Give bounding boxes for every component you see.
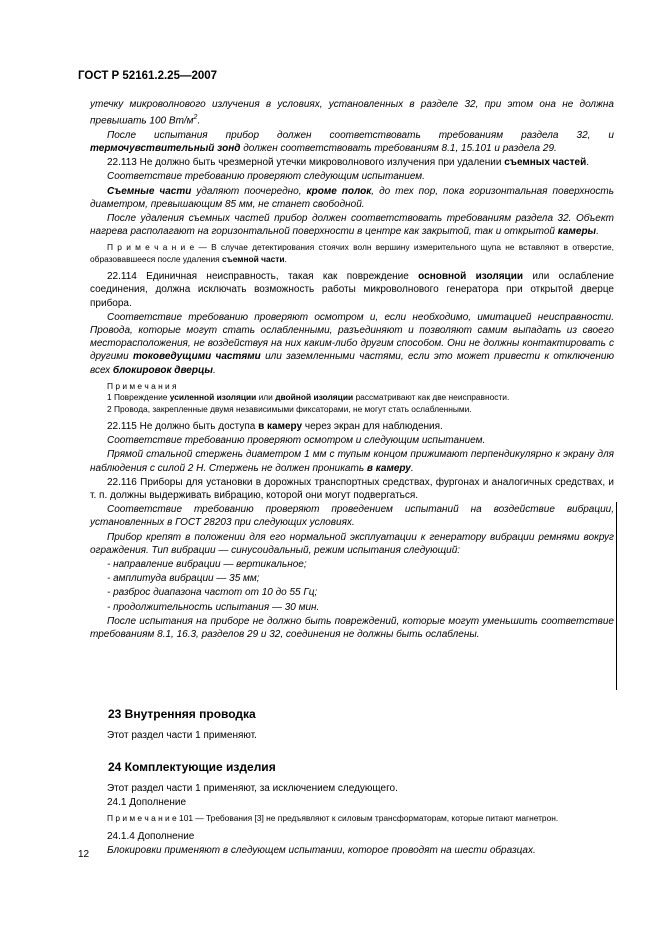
paragraph: Прямой стальной стержень диаметром 1 мм с тупым концом прижимают перпендикулярно к экрану для наблюдения с силой 2 Н. Стержень не должен проникать в камеру.: [90, 449, 614, 474]
note: П р и м е ч а н и е 101 — Требования [3] не предъявляют к силовым трансформаторам, которые питают магнетрон.: [107, 813, 559, 824]
clause-22-113: 22.113 Не должно быть чрезмерной утечки микроволнового излучения при удалении съемных частей.: [107, 157, 590, 169]
page-number: 12: [78, 849, 90, 860]
paragraph: 24.1 Дополнение: [107, 797, 187, 809]
list-item: - амплитуда вибрации — 35 мм;: [107, 573, 260, 585]
paragraph: После испытания прибор должен соответствовать требованиям раздела 32, и термочувствительный зонд должен соответствовать требованиям 8.1, 15.101 и раздела 29.: [90, 129, 614, 154]
paragraph: Этот раздел части 1 применяют.: [107, 730, 257, 741]
paragraph: Этот раздел части 1 применяют, за исключением следующего.: [107, 783, 398, 794]
change-bar: [616, 502, 617, 690]
paragraph: После удаления съемных частей прибор должен соответствовать требованиям раздела 32. Объект нагрева располагают на горизонтальной поверхности в центре как закрытой, так и открытой камеры.: [90, 212, 614, 238]
section-24-body: [90, 782, 614, 858]
paragraph: Соответствие требованию проверяют следующим испытанием.: [107, 171, 425, 183]
list-item: - направление вибрации — вертикальное;: [107, 559, 307, 571]
paragraph: Съемные части удаляют поочередно, кроме полок, до тех пор, пока горизонтальная поверхность диаметром, превышающим 85 мм, не станет свободной.: [90, 185, 615, 210]
note: П р и м е ч а н и е — В случае детектирования стоячих волн вершину измерительного щупа не вставляют в отверстие, образовавшееся после удаления съемной части.: [90, 242, 614, 264]
paragraph: Блокировки применяют в следующем испытании, которое проводят на шести образцах.: [107, 845, 536, 857]
paragraph: Прибор крепят в положении для его нормальной эксплуатации к генератору вибрации ремнями вокруг ограждения. Тип вибрации — синусоидальный, режим испытания следующий:: [90, 531, 614, 556]
document-header: ГОСТ Р 52161.2.25—2007: [78, 70, 218, 82]
paragraph: После испытания на приборе не должно быть повреждений, которые могут уменьшить соответствие требованиям 8.1, 16.3, разделов 29 и 32, соединения не должны быть ослаблены.: [90, 615, 614, 641]
clause-22-115: 22.115 Не должно быть доступа в камеру через экран для наблюдения.: [107, 421, 443, 433]
paragraph: Соответствие требованию проверяют осмотром и, если необходимо, имитацией неисправности. Провода, которые могут стать ослабленными, разъединяют и позволяют самим выпадать из своего месторасположения, не воздействуя на них каким-либо другим способом. Они не должны контактировать с другими токоведущими частями или заземленными частями, если это может привести к отключению всех блокировок дверцы.: [90, 311, 615, 376]
note: 2 Провода, закрепленные двумя независимыми фиксаторами, не могут стать ослабленными.: [107, 403, 472, 414]
paragraph: Соответствие требованию проверяют проведением испытаний на воздействие вибрации, установленных в ГОСТ 28203 при следующих условиях.: [90, 504, 614, 529]
list-item: - разброс диапазона частот от 10 до 55 Гц;: [107, 587, 318, 599]
clause-22-114: 22.114 Единичная неисправность, такая как повреждение основной изоляции или ослабление соединения, должна исключать возможность работы микроволнового генератора при открытой дверце прибора.: [90, 271, 614, 309]
paragraph: утечку микроволнового излучения в условиях, установленных в разделе 32, при этом она не должна превышать 100 $Вт/м^2$.: [90, 99, 614, 127]
section-23-body: [90, 729, 614, 743]
note: 1 Повреждение усиленной изоляции или двойной изоляции рассматривают как две неисправности.: [107, 392, 510, 403]
notes-title: П р и м е ч а н и я: [107, 380, 177, 391]
section-23-heading: 23 Внутренняя проводка: [108, 707, 256, 721]
paragraph: Соответствие требованию проверяют осмотром и следующим испытанием.: [107, 435, 486, 447]
paragraph: 24.1.4 Дополнение: [107, 830, 195, 842]
section-24-heading: 24 Комплектующие изделия: [108, 760, 276, 774]
text-block-22: [90, 98, 614, 642]
clause-22-116: 22.116 Приборы для установки в дорожных транспортных средствах, фургонах и аналогичных средствах, и т. п. должны выдерживать вибрацию, которой они могут подвергаться.: [90, 476, 614, 502]
list-item: - продолжительность испытания — 30 мин.: [107, 601, 320, 613]
